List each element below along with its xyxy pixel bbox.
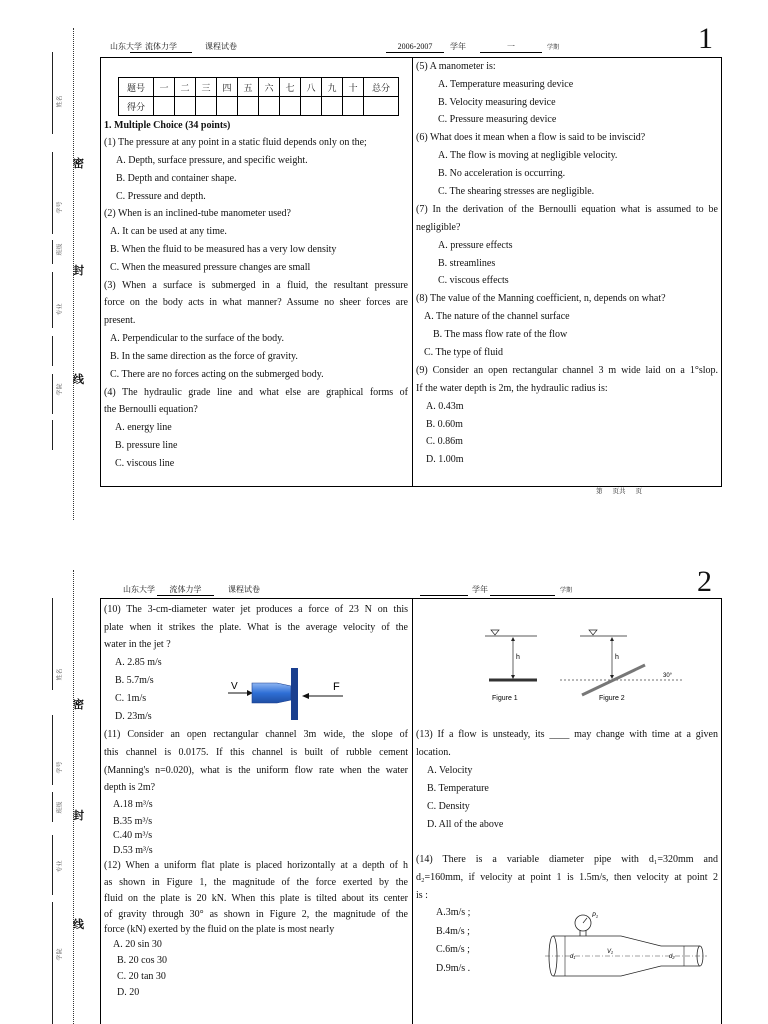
force-label: F bbox=[333, 681, 340, 693]
question-option: A. 20 sin 30 bbox=[113, 939, 162, 950]
surface-marker-icon bbox=[589, 630, 597, 635]
question-option: C. There are no forces acting on the submerged body. bbox=[110, 369, 324, 380]
seal-char: 线 bbox=[73, 374, 84, 386]
nozzle bbox=[252, 683, 291, 703]
question-stem: (7) In the derivation of the Bernoulli equation what is assumed to be bbox=[416, 204, 718, 215]
question-option: C.40 m³/s bbox=[113, 830, 153, 841]
figure-1-label: Figure 1 bbox=[492, 695, 518, 702]
header-university: 山东大学 bbox=[123, 585, 155, 594]
score-table-cell: 七 bbox=[280, 78, 301, 97]
depth-arrowhead bbox=[511, 675, 515, 679]
question-stem: (2) When is an inclined-tube manometer used? bbox=[104, 208, 291, 219]
question-option: B. The mass flow rate of the flow bbox=[433, 329, 568, 340]
question-stem: the Bernoulli equation? bbox=[104, 404, 198, 415]
seal-char: 线 bbox=[73, 919, 84, 931]
depth-label: h bbox=[516, 654, 520, 661]
score-table-cell bbox=[154, 97, 175, 116]
question-stem: (9) Consider an open rectangular channel 3 m wide laid on a 1°slop. bbox=[416, 365, 718, 376]
question-option: A. energy line bbox=[115, 422, 172, 433]
score-table-cell bbox=[301, 97, 322, 116]
header-paper: 课程试卷 bbox=[228, 585, 260, 594]
header-year: 2006-2007 bbox=[386, 42, 444, 53]
force-arrowhead bbox=[302, 693, 309, 699]
header-course: 流体力学 bbox=[157, 585, 214, 596]
margin-field-line bbox=[52, 272, 53, 328]
question-option: A. Velocity bbox=[427, 765, 473, 776]
question-stem: present. bbox=[104, 315, 136, 326]
pipe-taper bbox=[621, 966, 661, 976]
score-table-cell bbox=[217, 97, 238, 116]
question-option: A. The nature of the channel surface bbox=[424, 311, 570, 322]
question-stem: of gravity through 30° as shown in Figure 2, the magnitude of the bbox=[104, 909, 408, 920]
header-term: 一 bbox=[480, 42, 542, 53]
question-stem: (5) A manometer is: bbox=[416, 61, 496, 72]
margin-label-college: 学院 bbox=[57, 383, 64, 396]
margin-label-college: 学院 bbox=[57, 948, 64, 961]
question-option: D. All of the above bbox=[427, 819, 504, 830]
header-year-label: 学年 bbox=[450, 42, 466, 51]
question-option: B. 20 cos 30 bbox=[117, 955, 167, 966]
question-stem: d₂=160mm, if velocity at point 1 is 1.5m/s, then velocity at point 2 bbox=[416, 872, 718, 883]
header-year-label: 学年 bbox=[472, 585, 488, 594]
score-table-cell: 四 bbox=[217, 78, 238, 97]
depth-arrowhead bbox=[610, 637, 614, 641]
seal-char: 密 bbox=[73, 158, 84, 170]
margin-label-student-id: 学号 bbox=[57, 761, 64, 774]
margin-label-major: 专业 bbox=[57, 860, 64, 873]
score-table-cell: 题号 bbox=[119, 78, 154, 97]
score-table bbox=[118, 77, 399, 116]
question-option: C. The type of fluid bbox=[424, 347, 503, 358]
margin-field-line bbox=[52, 240, 53, 264]
score-table-cell: 二 bbox=[175, 78, 196, 97]
question-option: B.4m/s ; bbox=[436, 926, 470, 937]
question-option: A. 2.85 m/s bbox=[115, 657, 162, 668]
score-table-cell: 九 bbox=[322, 78, 343, 97]
score-table-cell: 一 bbox=[154, 78, 175, 97]
question-option: C.6m/s ; bbox=[436, 944, 470, 955]
margin-field-line bbox=[52, 52, 53, 134]
question-stem: water in the jet ? bbox=[104, 639, 171, 650]
margin-field-line bbox=[52, 152, 53, 234]
question-stem: (8) The value of the Manning coefficient, n, depends on what? bbox=[416, 293, 666, 304]
question-option: A.18 m³/s bbox=[113, 799, 153, 810]
question-option: B. pressure line bbox=[115, 440, 178, 451]
pipe-taper bbox=[621, 936, 661, 946]
margin-field-line bbox=[52, 835, 53, 895]
page-number: 1 bbox=[698, 22, 713, 55]
question-stem: is : bbox=[416, 890, 428, 901]
question-stem: (Manning's n=0.020), what is the uniform flow rate when the water bbox=[104, 765, 408, 776]
seal-char: 封 bbox=[73, 810, 84, 822]
question-option: C. The shearing stresses are negligible. bbox=[438, 186, 595, 197]
question-stem: (12) When a uniform flat plate is placed horizontally at a depth of h bbox=[104, 860, 408, 871]
question-option: C. 1m/s bbox=[115, 693, 147, 704]
question-stem: (4) The hydraulic grade line and what else are graphical forms of bbox=[104, 387, 408, 398]
question-option: D. 1.00m bbox=[426, 454, 464, 465]
seal-char: 封 bbox=[73, 265, 84, 277]
score-table-cell: 五 bbox=[238, 78, 259, 97]
question-stem: force on the body acts in what manner? Assume no sheer forces are bbox=[104, 297, 408, 308]
margin-label-major: 专业 bbox=[57, 303, 64, 316]
question-stem: (6) What does it mean when a flow is said to be inviscid? bbox=[416, 132, 646, 143]
question-option: B. 5.7m/s bbox=[115, 675, 154, 686]
question-stem: (1) The pressure at any point in a static fluid depends only on the; bbox=[104, 137, 367, 148]
page-footer bbox=[596, 488, 642, 496]
page-number: 2 bbox=[697, 565, 712, 598]
diameter-2-label: d₂ bbox=[669, 954, 675, 960]
depth-arrowhead bbox=[511, 637, 515, 641]
plate bbox=[291, 668, 298, 720]
question-option: A.3m/s ; bbox=[436, 907, 471, 918]
question-option: C. When the measured pressure changes are small bbox=[110, 262, 311, 273]
score-table-score-row bbox=[119, 97, 399, 116]
water-jet-figure bbox=[225, 664, 350, 726]
question-stem: negligible? bbox=[416, 222, 461, 233]
question-stem: as shown in Figure 1, the magnitude of the force exerted by the bbox=[104, 877, 408, 888]
score-table-cell bbox=[259, 97, 280, 116]
question-stem: If the water depth is 2m, the hydraulic radius is: bbox=[416, 383, 608, 394]
margin-label-class: 班级 bbox=[57, 243, 64, 256]
footer-text: 第 bbox=[596, 488, 603, 495]
seal-char: 密 bbox=[73, 699, 84, 711]
header-course: 流体力学 bbox=[130, 42, 192, 53]
question-option: A. Depth, surface pressure, and specific weight. bbox=[116, 155, 308, 166]
question-option: C. Density bbox=[427, 801, 470, 812]
depth-label: h bbox=[615, 654, 619, 661]
question-option: D.53 m³/s bbox=[113, 845, 153, 856]
question-stem: (3) When a surface is submerged in a fluid, the resultant pressure bbox=[104, 280, 408, 291]
margin-label-name: 姓名 bbox=[57, 95, 64, 108]
score-table-cell bbox=[343, 97, 364, 116]
footer-text: 页 bbox=[635, 488, 642, 495]
surface-marker-icon bbox=[491, 630, 499, 635]
question-stem: (14) There is a variable diameter pipe with d₁=320mm and bbox=[416, 854, 718, 865]
question-option: B. In the same direction as the force of gravity. bbox=[110, 351, 298, 362]
velocity-label: V bbox=[231, 681, 238, 692]
question-option: B. Depth and container shape. bbox=[116, 173, 237, 184]
figure-2-label: Figure 2 bbox=[599, 695, 625, 702]
question-option: C. Pressure measuring device bbox=[438, 114, 557, 125]
plate-figures bbox=[465, 625, 720, 707]
question-option: A. The flow is moving at negligible velocity. bbox=[438, 150, 618, 161]
question-stem: (10) The 3-cm-diameter water jet produces a force of 23 N on this bbox=[104, 604, 408, 615]
score-table-cell: 总分 bbox=[364, 78, 399, 97]
gauge-needle bbox=[583, 918, 587, 923]
question-option: C. 0.86m bbox=[426, 436, 463, 447]
question-stem: depth is 2m? bbox=[104, 782, 156, 793]
margin-label-name: 姓名 bbox=[57, 668, 64, 681]
question-stem: this channel is 0.0175. If this channel is built of rubble cement bbox=[104, 747, 408, 758]
header-term-label: 学期 bbox=[560, 588, 573, 594]
question-option: C. viscous effects bbox=[438, 275, 509, 286]
question-option: D. 23m/s bbox=[115, 711, 152, 722]
score-table-cell: 十 bbox=[343, 78, 364, 97]
question-stem: (11) Consider an open rectangular channel 3m wide, the slope of bbox=[104, 729, 408, 740]
question-stem: (13) If a flow is unsteady, its ____ may change with time at a given bbox=[416, 729, 718, 740]
velocity-1-label: V₁ bbox=[607, 949, 613, 955]
header-term-blank bbox=[490, 585, 555, 596]
question-option: D. 20 bbox=[117, 987, 140, 998]
question-option: A. 0.43m bbox=[426, 401, 464, 412]
question-option: B. 0.60m bbox=[426, 419, 463, 430]
binding-dotted-line bbox=[73, 570, 74, 1024]
question-option: B. streamlines bbox=[438, 258, 496, 269]
question-option: B. Temperature bbox=[427, 783, 489, 794]
header-year-blank bbox=[420, 585, 468, 596]
question-option: B. No acceleration is occurring. bbox=[438, 168, 566, 179]
tilt-angle-label: 30° bbox=[663, 673, 673, 679]
tilted-plate bbox=[582, 665, 645, 695]
score-table-cell: 六 bbox=[259, 78, 280, 97]
question-option: B. When the fluid to be measured has a very low density bbox=[110, 244, 337, 255]
margin-field-line bbox=[52, 336, 53, 366]
question-stem: fluid on the plate is 20 kN. When this plate is tilted about its center bbox=[104, 893, 408, 904]
column-divider bbox=[412, 57, 413, 487]
header-term-label: 学期 bbox=[547, 45, 560, 51]
question-stem: plate when it strikes the plate. What is the average velocity of the bbox=[104, 622, 408, 633]
margin-label-class: 班级 bbox=[57, 801, 64, 814]
footer-text: 页共 bbox=[612, 488, 626, 495]
margin-field-line bbox=[52, 792, 53, 822]
question-option: C. 20 tan 30 bbox=[117, 971, 166, 982]
question-option: A. pressure effects bbox=[438, 240, 513, 251]
question-option: B. Velocity measuring device bbox=[438, 97, 556, 108]
header-university: 山东大学 bbox=[110, 42, 142, 51]
score-table-cell bbox=[238, 97, 259, 116]
margin-field-line bbox=[52, 420, 53, 450]
score-table-cell bbox=[280, 97, 301, 116]
question-option: A. It can be used at any time. bbox=[110, 226, 227, 237]
question-option: A. Temperature measuring device bbox=[438, 79, 574, 90]
section-title: 1. Multiple Choice (34 points) bbox=[104, 120, 231, 131]
header-paper: 课程试卷 bbox=[205, 42, 237, 51]
question-option: C. viscous line bbox=[115, 458, 175, 469]
score-table-cell bbox=[322, 97, 343, 116]
column-divider bbox=[412, 598, 413, 1024]
question-option: B.35 m³/s bbox=[113, 816, 153, 827]
score-table-header-row bbox=[119, 78, 399, 97]
score-table-cell: 三 bbox=[196, 78, 217, 97]
question-stem: location. bbox=[416, 747, 451, 758]
score-table-cell bbox=[196, 97, 217, 116]
margin-field-line bbox=[52, 598, 53, 690]
score-table-row-label: 得分 bbox=[119, 97, 154, 116]
margin-field-line bbox=[52, 902, 53, 1024]
score-table-cell bbox=[364, 97, 399, 116]
variable-pipe-figure bbox=[545, 905, 707, 987]
margin-field-line bbox=[52, 715, 53, 785]
margin-field-line bbox=[52, 374, 53, 414]
score-table-cell: 八 bbox=[301, 78, 322, 97]
gauge-label: P₁ bbox=[592, 913, 598, 919]
score-table-cell bbox=[175, 97, 196, 116]
question-stem: force (kN) exerted by the fluid on the plate is most nearly bbox=[104, 924, 335, 935]
diameter-1-label: d₁ bbox=[570, 954, 576, 960]
question-option: A. Perpendicular to the surface of the body. bbox=[110, 333, 285, 344]
question-option: C. Pressure and depth. bbox=[116, 191, 206, 202]
question-option: D.9m/s . bbox=[436, 963, 471, 974]
margin-label-student-id: 学号 bbox=[57, 201, 64, 214]
